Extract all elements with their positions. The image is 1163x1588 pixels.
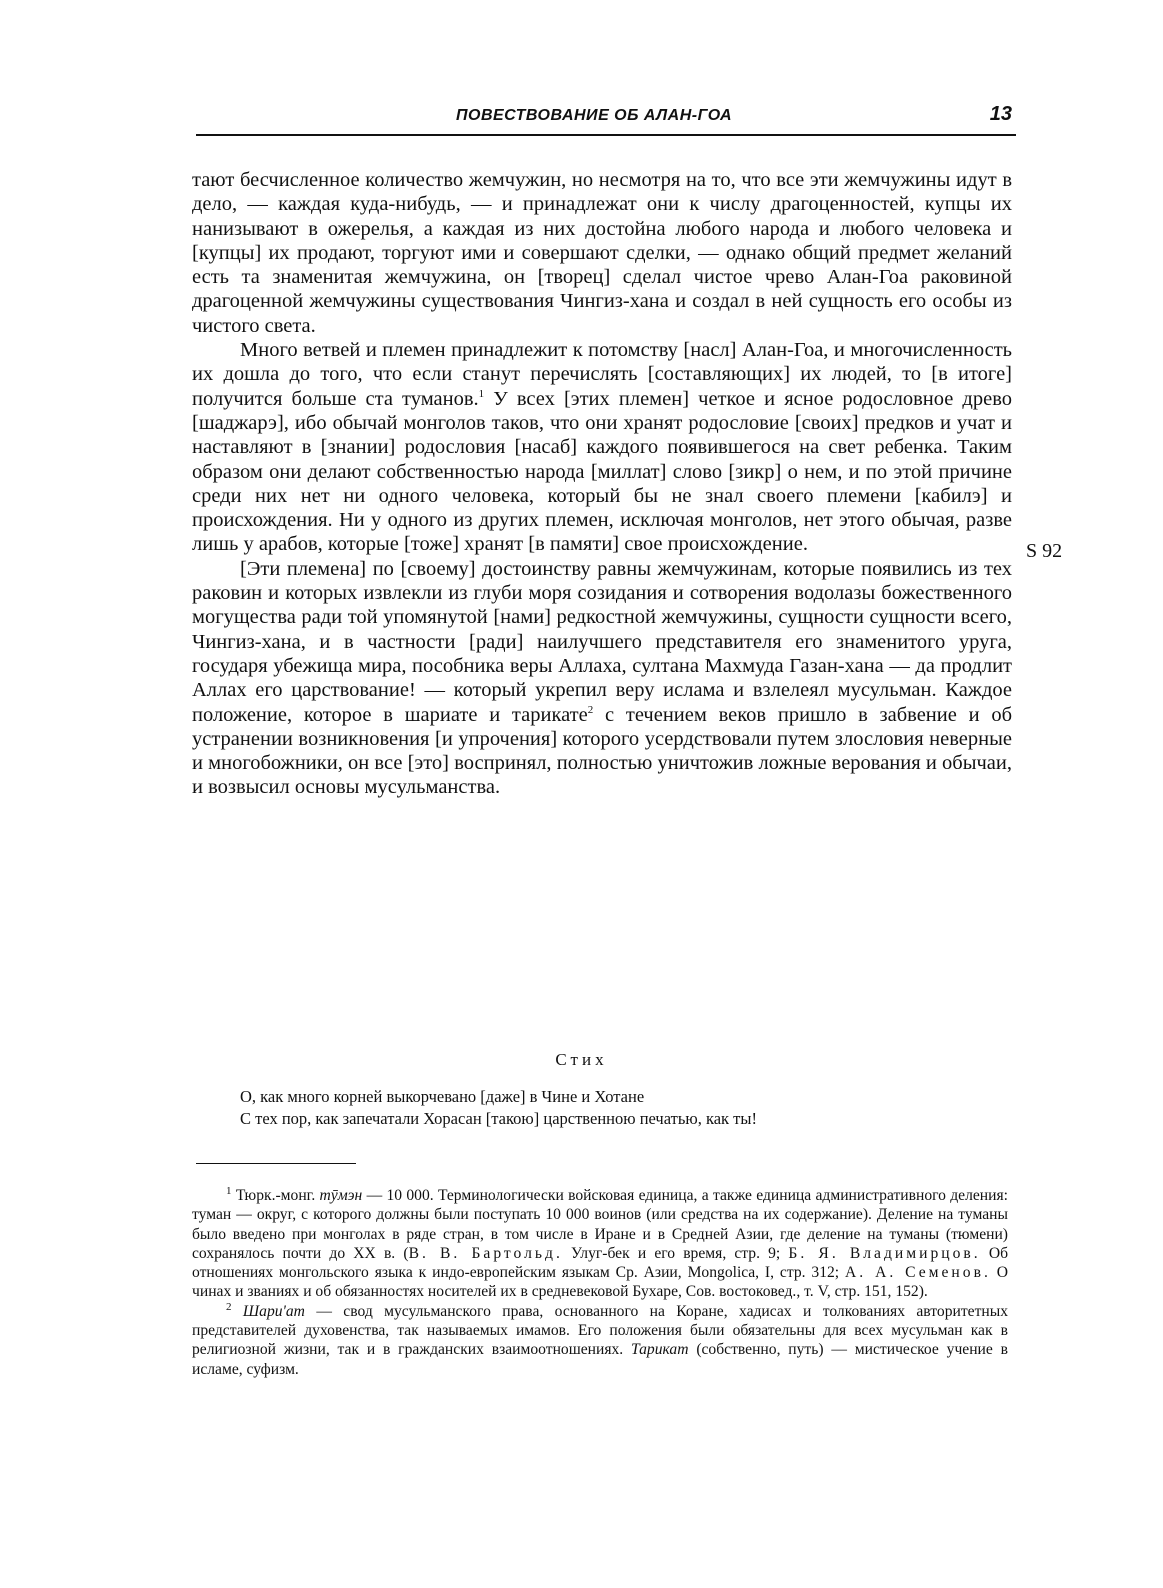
header-rule xyxy=(196,134,1016,136)
footnote-2-term-2: Тарикат xyxy=(631,1341,689,1359)
footnotes xyxy=(192,1186,1008,1379)
footnote-2-number: 2 xyxy=(226,1300,232,1313)
paragraph-3-text-a: [Эти племена] по [своему] достоинству равны жемчужинам, которые появились из тех раковин и которых извлекли из глуби моря созидания и сотворения водолазы божественного могущества ради той упомянутой [нами] редкостной жемчужины, сущности сущности всего, Чингиз-хана, и в частности [ради] наилучшего представителя его знаменитого уруга, государя убежища мира, пособника веры Аллаха, султана Махмуда Газан-хана — да продлит Аллах его царствование! — который укрепил веру ислама и взлелеял мусульман. Каждое положение, которое в шариате и тарикате xyxy=(192,557,1012,726)
footnote-ref-2: 2 xyxy=(587,703,594,716)
verse-line-1: О, как много корней выкорчевано [даже] в Чине и Хотане xyxy=(240,1087,645,1106)
footnote-2 xyxy=(192,1302,1008,1379)
footnote-2-text-b: (собственно, путь) — мистическое учение в исламе, суфизм. xyxy=(192,1341,1008,1378)
footnote-ref-1: 1 xyxy=(478,387,485,400)
paragraph-2-text-b: У всех [этих племен] четкое и ясное родословное древо [шаджарэ], ибо обычай монголов таков, что они хранят родословие [своих] предков и учат и наставляют в [знании] родословия [насаб] каждого появившегося на свет ребенка. Таким образом они делают собственностью народа [миллат] слово [зикр] о нем, и по этой причине среди них нет ни одного человека, который бы не знал своего племени [кабилэ] и происхождения. Ни у одного из других племен, исключая монголов, нет этого обычая, разве лишь у арабов, которые [тоже] хранят [в памяти] свое происхождение. xyxy=(192,387,1012,556)
paragraph-1: тают бесчисленное количество жемчужин, но несмотря на то, что все эти жемчужины идут в дело, — каждая куда-нибудь, — и принадлежат они к числу драгоценностей, купцы их нанизывают в ожерелья, а каждая из них достойна любого народа и любого человека и [купцы] их продают, торгуют ими и совершают сделки, — однако общий предмет желаний есть та знаменитая жемчужина, он [творец] сделал чистое чрево Алан-Гоа раковиной драгоценной жемчужины существования Чингиз-хана и создал в ней сущность его особы из чистого света. xyxy=(192,169,1012,337)
footnote-1-number: 1 xyxy=(226,1184,232,1197)
footnote-1-author-1: В. В. Бартольд. xyxy=(408,1244,563,1262)
page-number: 13 xyxy=(989,103,1012,125)
verse xyxy=(240,1086,1000,1130)
paragraph-2-text-a: Много ветвей и племен принадлежит к потомству [насл] Алан-Гоа, и многочисленность их дошла до того, что если станут перечислять [составляющих] их людей, то [в итоге] получится больше ста туманов. xyxy=(192,339,1012,410)
footnote-rule xyxy=(196,1163,356,1164)
footnote-1-text-d: Об отношениях монгольского языка к индо-европейским языкам Ср. Азии, Mongolica, I, стр. 312; xyxy=(192,1244,1009,1282)
footnote-2-text-a: — свод мусульманского права, основанного на Коране, хадисах и толкованиях авторитетных представителей духовенства, так называемых имамов. Его положения были обязательны для всех мусульман как в религиозной жизни, так и в гражданских взаимоотношениях. xyxy=(192,1302,1009,1359)
verse-title: Стих xyxy=(555,1050,608,1069)
main-text xyxy=(192,168,1012,800)
footnote-1-author-3: А. А. Семенов. xyxy=(845,1264,991,1282)
footnote-2-term: Шари'ат xyxy=(242,1302,305,1320)
footnote-1 xyxy=(192,1186,1008,1302)
paragraph-3 xyxy=(192,557,1012,800)
footnote-1-text-e: О чинах и званиях и об обязанностях носителей их в средневековой Бухаре, Сов. востоковед., т. V, стр. 151, 152). xyxy=(192,1264,1008,1301)
footnote-1-term: тӯмэн xyxy=(319,1187,363,1204)
footnote-1-text-a: Тюрк.-монг. xyxy=(235,1187,320,1204)
paragraph-3-text-b: с течением веков пришло в забвение и об устранении возникновения [и упрочения] которого усердствовали путем злословия неверные и многобожники, он все [это] воспринял, полностью уничтожив ложные верования и обычаи, и возвысил основы мусульманства. xyxy=(192,703,1013,799)
verse-line-2: С тех пор, как запечатали Хорасан [такою] царственною печатью, как ты! xyxy=(240,1109,757,1128)
running-title: ПОВЕСТВОВАНИЕ ОБ АЛАН-ГОА xyxy=(456,107,733,124)
footnote-1-text-b: — 10 000. Терминологически войсковая единица, а также единица административного деления: туман — округ, с которого должны были поступать 10 000 воинов (или средства на их содержание). Деление на туманы было введено при монголах в ряде стран, в том числе в Иране и в Средней Азии, где деление на туманы (тюмени) сохранялось почти до XX в. ( xyxy=(192,1187,1009,1262)
running-head xyxy=(196,103,1016,139)
footnote-1-author-2: Б. Я. Владимирцов. xyxy=(788,1244,981,1262)
margin-note: S 92 xyxy=(1026,540,1063,562)
paragraph-2 xyxy=(192,338,1012,557)
footnote-1-text-c: Улуг-бек и его время, стр. 9; xyxy=(562,1244,789,1262)
